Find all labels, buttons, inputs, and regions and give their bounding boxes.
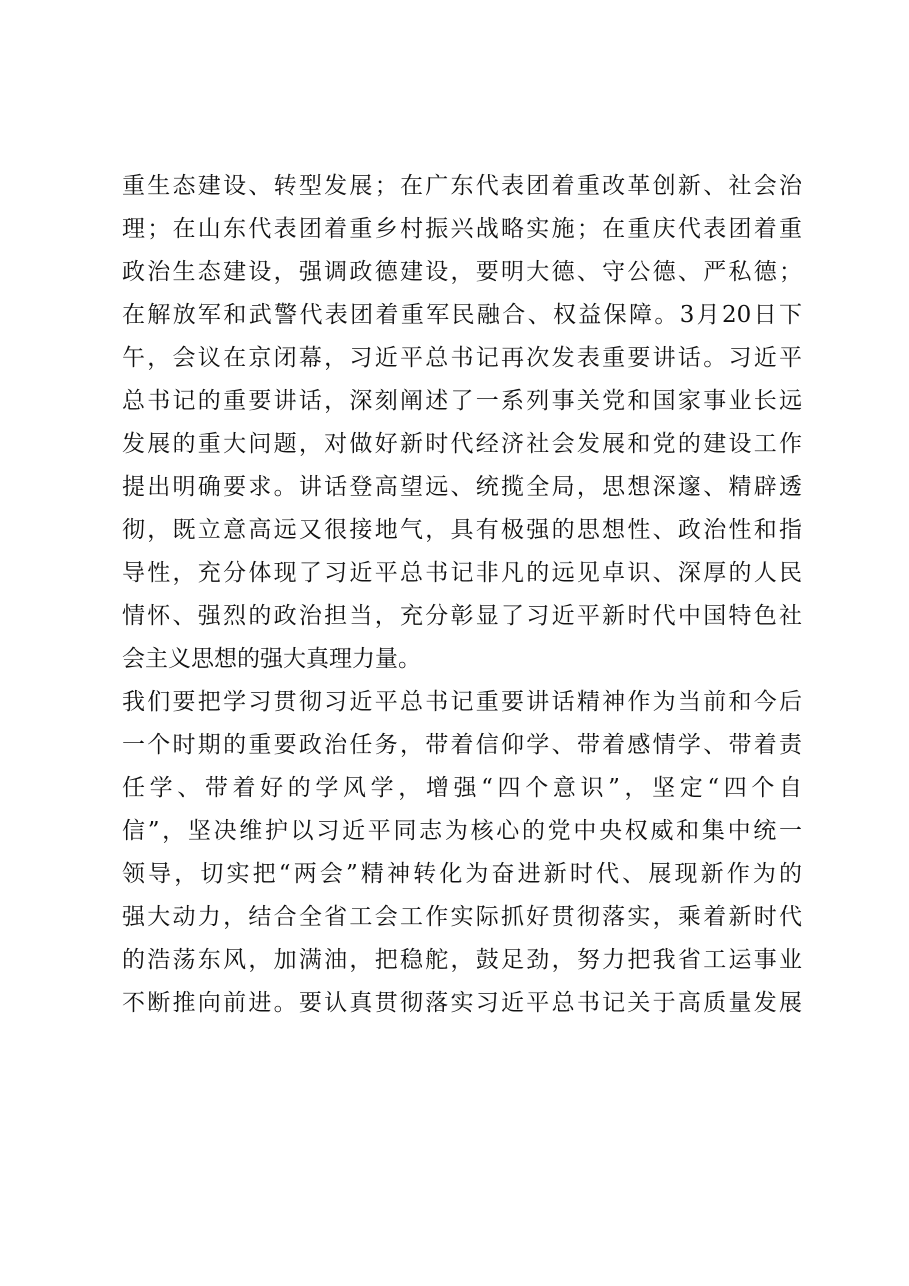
text-line: 我们要把学习贯彻习近平总书记重要讲话精神作为当前和今后 bbox=[122, 689, 802, 715]
text-line: 强大动力，结合全省工会工作实际抓好贯彻落实，乘着新时代 bbox=[122, 904, 802, 930]
text-line: 发展的重大问题，对做好新时代经济社会发展和党的建设工作 bbox=[122, 431, 802, 457]
text-line: 理；在山东代表团着重乡村振兴战略实施；在重庆代表团着重 bbox=[122, 216, 802, 242]
text-line: 彻，既立意高远又很接地气，具有极强的思想性、政治性和指 bbox=[122, 517, 802, 543]
text-line: 领导，切实把“两会”精神转化为奋进新时代、展现新作为的 bbox=[122, 861, 802, 887]
text-line: 一个时期的重要政治任务，带着信仰学、带着感情学、带着责 bbox=[122, 732, 802, 758]
text-line: 会主义思想的强大真理力量。 bbox=[122, 646, 421, 672]
text-line: 的浩荡东风，加满油，把稳舵，鼓足劲，努力把我省工运事业 bbox=[122, 947, 802, 973]
text-line: 午，会议在京闭幕，习近平总书记再次发表重要讲话。习近平 bbox=[122, 345, 802, 371]
text-line: 政治生态建设，强调政德建设，要明大德、守公德、严私德； bbox=[122, 259, 802, 285]
text-line: 导性，充分体现了习近平总书记非凡的远见卓识、深厚的人民 bbox=[122, 560, 802, 586]
text-line: 在解放军和武警代表团着重军民融合、权益保障。3月20日下 bbox=[122, 302, 802, 328]
text-line: 情怀、强烈的政治担当，充分彰显了习近平新时代中国特色社 bbox=[122, 603, 802, 629]
text-line: 提出明确要求。讲话登高望远、统揽全局，思想深邃、精辟透 bbox=[122, 474, 802, 500]
text-line: 信”，坚决维护以习近平同志为核心的党中央权威和集中统一 bbox=[122, 818, 802, 844]
text-line: 不断推向前进。要认真贯彻落实习近平总书记关于高质量发展 bbox=[122, 990, 802, 1016]
text-line: 总书记的重要讲话，深刻阐述了一系列事关党和国家事业长远 bbox=[122, 388, 802, 414]
document-body bbox=[122, 165, 802, 1025]
text-line: 重生态建设、转型发展；在广东代表团着重改革创新、社会治 bbox=[122, 173, 802, 199]
text-line: 任学、带着好的学风学，增强“四个意识”，坚定“四个自 bbox=[122, 775, 802, 801]
